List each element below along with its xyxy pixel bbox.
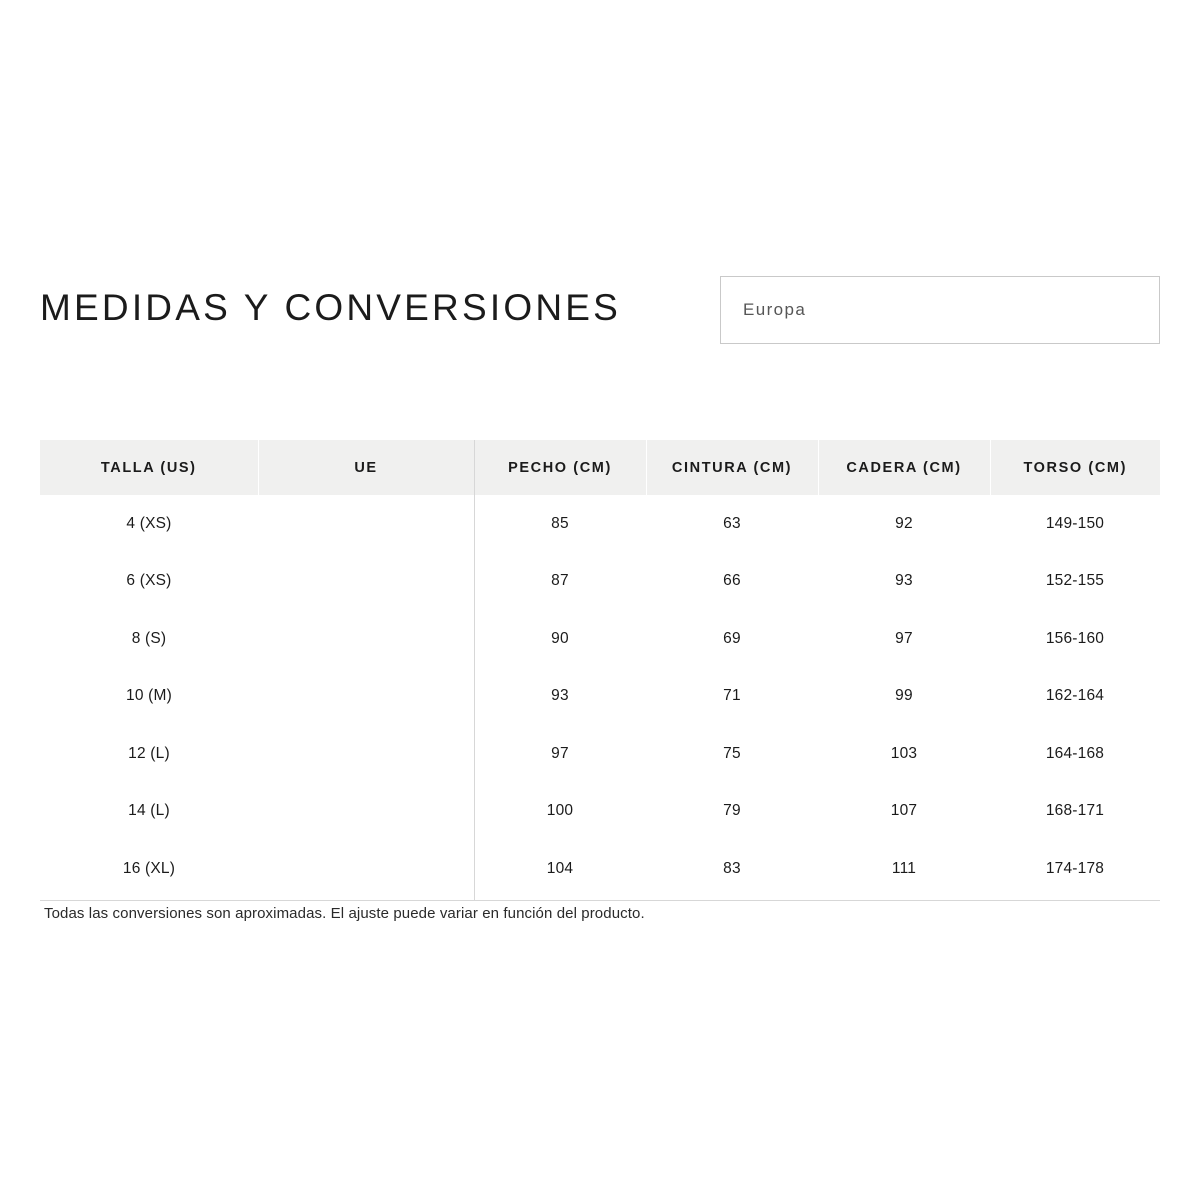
column-header-cintura: CINTURA (CM) bbox=[646, 440, 818, 495]
cell-cintura: 75 bbox=[723, 744, 741, 762]
table-header-row bbox=[40, 440, 1160, 495]
cell-cadera: 107 bbox=[890, 802, 918, 820]
table-row bbox=[40, 840, 1160, 898]
cell-cintura: 66 bbox=[723, 572, 741, 590]
column-header-cadera: CADERA (CM) bbox=[818, 440, 990, 495]
cell-talla: 16 (XL) bbox=[122, 859, 176, 877]
cell-cintura: 63 bbox=[723, 514, 741, 532]
cell-cadera: 111 bbox=[891, 859, 917, 877]
region-select[interactable] bbox=[720, 276, 1160, 344]
cell-pecho: 90 bbox=[551, 629, 569, 647]
column-header-torso: TORSO (CM) bbox=[990, 440, 1160, 495]
cell-cadera: 92 bbox=[895, 514, 913, 532]
cell-pecho: 87 bbox=[551, 572, 569, 590]
cell-torso: 164-168 bbox=[1045, 744, 1105, 762]
cell-torso: 174-178 bbox=[1045, 859, 1105, 877]
cell-cintura: 83 bbox=[723, 859, 741, 877]
size-table-body bbox=[40, 495, 1160, 898]
cell-talla: 4 (XS) bbox=[126, 514, 172, 532]
cell-talla: 14 (L) bbox=[128, 802, 170, 820]
table-row bbox=[40, 610, 1160, 668]
cell-talla: 8 (S) bbox=[131, 629, 167, 647]
table-row bbox=[40, 725, 1160, 783]
column-header-ue: UE bbox=[258, 440, 474, 495]
column-header-pecho: PECHO (CM) bbox=[474, 440, 646, 495]
cell-ue bbox=[258, 610, 474, 668]
cell-talla: 6 (XS) bbox=[126, 572, 172, 590]
column-group-divider bbox=[474, 440, 475, 900]
cell-cadera: 103 bbox=[890, 744, 918, 762]
cell-cintura: 69 bbox=[723, 629, 741, 647]
cell-pecho: 85 bbox=[551, 514, 569, 532]
cell-talla: 12 (L) bbox=[128, 744, 170, 762]
cell-cadera: 97 bbox=[895, 629, 913, 647]
cell-torso: 162-164 bbox=[1045, 687, 1105, 705]
cell-pecho: 93 bbox=[551, 687, 569, 705]
cell-torso: 152-155 bbox=[1045, 572, 1105, 590]
cell-cintura: 71 bbox=[723, 687, 741, 705]
header bbox=[40, 268, 1160, 352]
cell-pecho: 104 bbox=[546, 859, 574, 877]
cell-cintura: 79 bbox=[723, 802, 741, 820]
cell-pecho: 100 bbox=[546, 802, 574, 820]
cell-ue bbox=[258, 783, 474, 841]
column-header-talla-us: TALLA (US) bbox=[40, 440, 258, 495]
cell-torso: 156-160 bbox=[1045, 629, 1105, 647]
cell-cadera: 93 bbox=[895, 572, 913, 590]
cell-torso: 149-150 bbox=[1045, 514, 1105, 532]
cell-talla: 10 (M) bbox=[126, 687, 172, 705]
cell-torso: 168-171 bbox=[1045, 802, 1105, 820]
size-table-wrapper bbox=[40, 440, 1160, 898]
cell-ue bbox=[258, 553, 474, 611]
table-row bbox=[40, 783, 1160, 841]
footnote: Todas las conversiones son aproximadas. El ajuste puede variar en función del producto. bbox=[44, 905, 645, 922]
size-table-head bbox=[40, 440, 1160, 495]
size-table bbox=[40, 440, 1160, 898]
table-bottom-border bbox=[40, 900, 1160, 901]
region-select-value: Europa bbox=[743, 300, 807, 319]
cell-ue bbox=[258, 668, 474, 726]
table-row bbox=[40, 668, 1160, 726]
cell-pecho: 97 bbox=[551, 744, 569, 762]
cell-ue bbox=[258, 495, 474, 553]
cell-ue bbox=[258, 725, 474, 783]
page-title: MEDIDAS Y CONVERSIONES bbox=[40, 286, 621, 328]
cell-ue bbox=[258, 840, 474, 898]
table-row bbox=[40, 553, 1160, 611]
cell-cadera: 99 bbox=[895, 687, 913, 705]
table-row bbox=[40, 495, 1160, 553]
